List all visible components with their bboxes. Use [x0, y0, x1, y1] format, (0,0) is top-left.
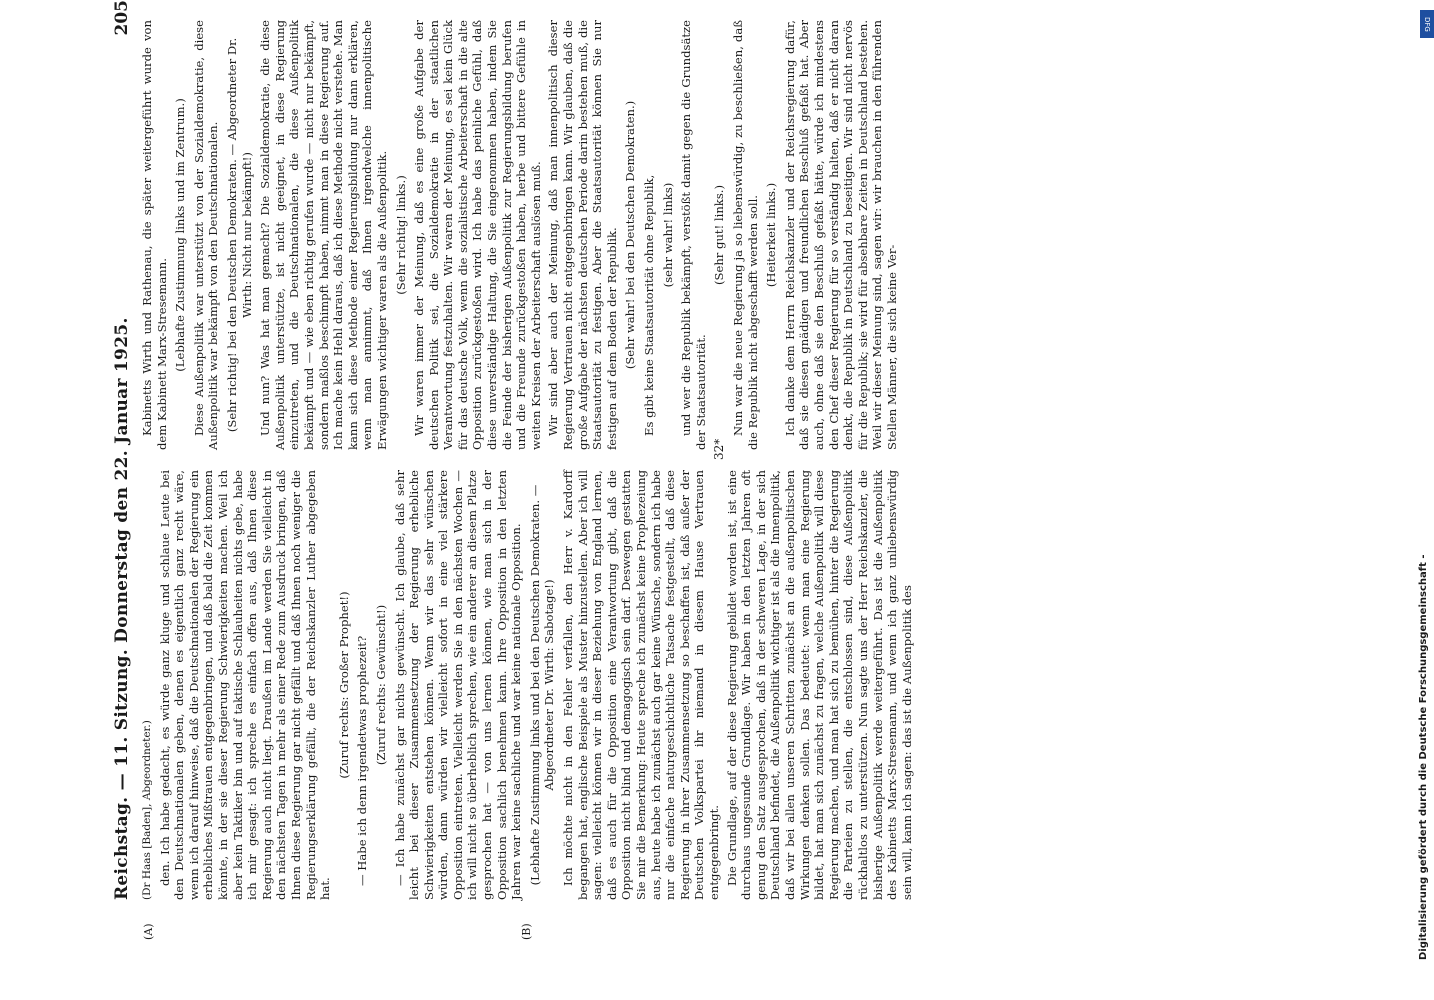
- interjection: (Zuruf rechts: Gewünscht!): [373, 604, 388, 766]
- applause-note: (Lebhafte Zustimmung links und bei den Deutschen Demokraten. — Abgeordneter Dr. Wirth: Sabotage!): [527, 484, 557, 886]
- paragraph: Kabinetts Wirth und Rathenau, die später weitergeführt wurde von dem Kabinett Marx-Stresemann.: [140, 20, 169, 450]
- applause-note: (Sehr wahr! bei den Deutschen Demokraten.): [623, 100, 638, 370]
- paragraph: den. Ich habe gedacht, es würde ganz kluge und schlaue Leute bei den Deutschnationalen geben, denen es eigentlich ganz recht wäre, wenn ich darauf hinweise, daß die Deutschnationalen der Regierung ein erhebliches Mißtrauen entgegenbringen, und daß bald die Zeit kommen könnte, in der sie dieser Regierung Schwierigkeiten machen. Weil ich aber kein Taktiker bin und auf taktische Schlauheiten nichts gebe, habe ich mir gesagt: ich spreche es einfach offen aus, daß Ihnen diese Regierung auch nicht liegt. Draußen im Lande werden Sie vielleicht in den nächsten Tagen in mehr als einer Rede zum Ausdruck bringen, daß Ihnen diese Regierung gar nicht gefällt und daß Ihnen noch weniger die Regierungserklärung gefällt, die der Reichskanzler Luther abgegeben hat.: [157, 470, 333, 900]
- interjection: (Zuruf rechts: Großer Prophet!): [336, 591, 351, 779]
- paragraph: und wer die Republik bekämpft, verstößt damit gegen die Grundsätze der Staatsautorität.: [679, 20, 708, 450]
- paragraph: Es gibt keine Staatsautorität ohne Republik,: [642, 174, 656, 436]
- rotated-page: [110, 0, 914, 940]
- left-column: [140, 470, 914, 900]
- margin-marker-b: (B): [520, 923, 533, 940]
- paragraph: Wir sind aber auch der Meinung, daß man innenpolitisch dieser Regierung Vertrauen nicht entgegenbringen kann. Wir glauben, daß die große Aufgabe der nächsten deutschen Periode darin bestehen muß, die Staatsautorität zu festigen. Aber die Staatsautorität können Sie nur festigen auf dem Boden der Republik.: [546, 20, 619, 450]
- interjection: — Habe ich denn irgendetwas prophezeit?: [355, 635, 370, 886]
- applause-note: (Sehr gut! links.): [712, 185, 727, 285]
- page-header-title: Reichstag. — 11. Sitzung. Donnerstag den 22. Januar 1925.: [112, 317, 132, 900]
- paragraph: Und nun? Was hat man gemacht? Die Sozialdemokratie, die diese Außenpolitik unterstützte, ist nicht geeignet, in diese Regierung einzutreten, und die Deutschnationalen, die diese Außenpolitik bekämpft und — wie eben richtig gerufen wurde — nicht nur bekämpft, sondern maßlos beschimpft haben, nimmt man in diese Regierung auf. Ich mache kein Hehl daraus, daß ich diese Methode nicht verstehe. Man kann sich diese Methode einer Regierungsbildung nur dann erklären, wenn man annimmt, daß Ihnen irgendwelche innenpolitische Erwägungen wichtiger waren als die Außenpolitik.: [258, 20, 389, 450]
- page-number: 205: [112, 0, 132, 36]
- applause-note: (sehr wahr! links): [660, 182, 675, 288]
- paragraph: Die Grundlage, auf der diese Regierung gebildet worden ist, ist eine durchaus ungesunde Grundlage. Wir haben in den letzten Jahren oft genug den Satz ausgesprochen, daß in der schweren Lage, in der sich Deutschland befindet, die Außenpolitik wichtiger ist als die Innenpolitik, daß wir bei allen unseren Schritten zunächst an die außenpolitischen Wirkungen denken sollen. Das bedeutet: wenn man eine Regierung bildet, hat man sich zunächst zu fragen, welche Außenpolitik will diese Regierung machen, und man hat sich zu bemühen, hinter die Regierung die Parteien zu stellen, die entschlossen sind, diese Außenpolitik rückhaltlos zu unterstützen. Nun sagte uns der Herr Reichskanzler, die bisherige Außenpolitik werde weitergeführt. Das ist die Außenpolitik des Kabinetts Marx-Stresemann, und wenn ich ganz unliebenswürdig sein will, kann ich sagen: das ist die Außenpolitik des: [724, 470, 914, 900]
- paragraph: Ich danke dem Herrn Reichskanzler und der Reichsregierung dafür, daß sie diesen gnädigen und freundlichen Beschluß gefaßt hat. Aber auch, ohne daß sie den Beschluß gefaßt hätte, würde ich mindestens den Chef dieser Regierung für so verständig halten, daß er nicht daran denkt, die Republik in Deutschland zu beseitigen. Wir sind nicht nervös für die Republik; sie wird für absehbare Zeiten in Deutschland bestehen. Weil wir dieser Meinung sind, sagen wir: wir brauchen in den führenden Stellen Männer, die sich keine Ver-: [782, 20, 899, 450]
- paragraph: Nun war die neue Regierung ja so liebenswürdig, zu beschließen, daß die Republik nicht abgeschafft werden soll.: [730, 20, 760, 450]
- paragraph: — Ich habe zunächst gar nichts gewünscht. Ich glaube, daß sehr leicht bei dieser Zusammensetzung der Regierung erhebliche Schwierigkeiten entstehen können. Wenn wir das sehr wünschen würden, dann würden wir vielleicht sofort in eine viel stärkere Opposition eintreten. Vielleicht werden Sie in den nächsten Wochen — ich will nicht so überheblich sprechen, wie ein anderer an diesem Platze gesprochen hat — von uns lernen können, wie man sich in der Opposition sachlich benehmen kann. Ihre Opposition in den letzten Jahren war keine sachliche und war keine nationale Opposition.: [392, 470, 524, 900]
- paragraph: Ich möchte nicht in den Fehler verfallen, den Herr v. Kardorff begangen hat, englische Beispiele als Muster hinzustellen. Aber ich will sagen: vielleicht können wir in dieser Beziehung von England lernen, daß es auch für die Opposition eine Verantwortung gibt, daß die Opposition nicht blind und demagogisch sein darf. Deswegen gestatten Sie mir die Bemerkung: Heute spreche ich zunächst keine Prophezeiung aus, heute habe ich zunächst auch gar keine Wünsche, sondern ich habe nur die einfache naturgeschichtliche Tatsache festgestellt, daß diese Regierung in ihrer Zusammensetzung so beschaffen ist, daß außer der Deutschen Volkspartei ihr niemand in diesem Hause Vertrauen entgegenbringt.: [561, 470, 721, 900]
- applause-note: (Sehr richtig! links.): [393, 175, 408, 295]
- applause-note: (Lebhafte Zustimmung links und im Zentrum.): [173, 98, 188, 372]
- paragraph: Diese Außenpolitik war unterstützt von der Sozialdemokratie, diese Außenpolitik war bekämpft von den Deutschnationalen.: [191, 20, 221, 450]
- applause-note: (Sehr richtig! bei den Deutschen Demokraten. — Abgeordneter Dr. Wirth: Nicht nur bekämpft!): [224, 37, 254, 433]
- page-header: [110, 0, 136, 900]
- margin-marker-a: (A): [142, 923, 155, 940]
- speaker-line: (Dr Haas [Baden], Abgeordneter.): [141, 720, 153, 900]
- paragraph: Wir waren immer der Meinung, daß es eine große Aufgabe der deutschen Politik sei, die Sozialdemokratie in der staatlichen Verantwortung festzuhalten. Wir waren der Meinung, es sei kein Glück für das deutsche Volk, wenn die sozialistische Arbeiterschaft in die alte Opposition zurückgestoßen wird. Ich habe das peinliche Gefühl, daß diese unverständige Haltung, die Sie eingenommen haben, indem Sie die Feinde der bisherigen Außenpolitik zur Regierungsbildung berufen und die Freunde zurückgestoßen haben, herbe und bittere Gefühle in weiten Kreisen der Arbeiterschaft auslösen muß.: [412, 20, 543, 450]
- signature-mark: 32*: [712, 438, 726, 460]
- applause-note: (Heiterkeit links.): [764, 182, 779, 288]
- dfg-logo: DFG: [1420, 10, 1434, 38]
- digitization-credit: Digitalisierung gefördert durch die Deutsche Forschungsgemeinschaft -: [1418, 554, 1429, 960]
